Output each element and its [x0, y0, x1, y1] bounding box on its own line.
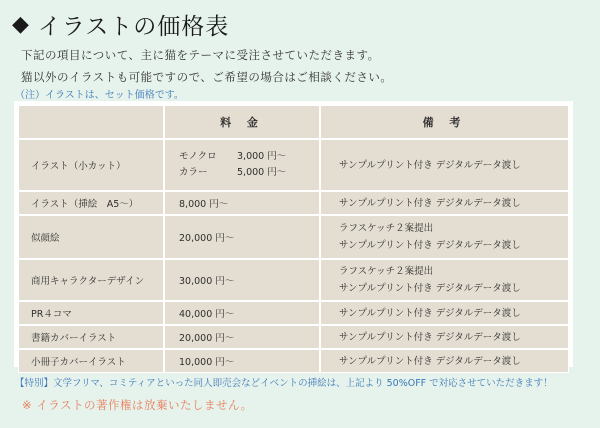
page-title-text: イラストの価格表: [37, 14, 230, 40]
table-row: [18, 191, 569, 215]
price-value: 8,000 円〜: [179, 199, 229, 210]
note-line: ラフスケッチ２案提出: [339, 266, 434, 277]
note-cell: [320, 139, 569, 191]
intro-text: [21, 44, 392, 88]
header-item: [18, 105, 164, 139]
table-row: [18, 325, 569, 349]
header-note: 備 考: [320, 105, 569, 139]
note-cell: [320, 215, 569, 259]
item-cell: 小冊子カバーイラスト: [18, 349, 164, 373]
price-value: 3,000 円〜: [237, 151, 287, 162]
table-header-row: [18, 105, 569, 139]
item-cell: 書籍カバーイラスト: [18, 325, 164, 349]
note-cell: [320, 259, 569, 301]
note-cell: [320, 301, 569, 325]
note-line: サンプルプリント付き デジタルデータ渡し: [339, 197, 521, 209]
price-value: 5,000 円〜: [237, 167, 287, 178]
price-line: [179, 165, 309, 181]
intro-line-1: 下記の項目について、主に猫をテーマに受注させていただきます。: [21, 48, 380, 62]
price-value: 40,000 円〜: [179, 309, 235, 320]
table-row: [18, 349, 569, 373]
table-row: [18, 215, 569, 259]
price-table-frame: [14, 101, 573, 367]
item-cell: 商用キャラクターデザイン: [18, 259, 164, 301]
note-cell: [320, 191, 569, 215]
note-line: サンプルプリント付き デジタルデータ渡し: [339, 159, 521, 171]
note-cell: [320, 349, 569, 373]
intro-line-2: 猫以外のイラストも可能ですので、ご希望の場合はご相談ください。: [21, 70, 393, 84]
special-offer-note: 【特別】文学フリマ、コミティアといった同人即売会などイベントの挿絵は、上記より 50%OFF で対応させていただきます！: [15, 378, 553, 389]
price-value: 30,000 円〜: [179, 276, 235, 287]
note-line: サンプルプリント付き デジタルデータ渡し: [339, 355, 521, 367]
table-row: [18, 301, 569, 325]
price-label: カラー: [179, 167, 208, 178]
table-row: [18, 259, 569, 301]
price-cell: [164, 301, 320, 325]
header-price: 料 金: [164, 105, 320, 139]
copyright-note: ※ イラストの著作権は放棄いたしません。: [22, 398, 253, 412]
price-label: モノクロ: [179, 151, 217, 162]
set-price-note: （注）イラストは、セット価格です。: [15, 90, 184, 101]
item-cell: イラスト（小カット）: [18, 139, 164, 191]
item-cell: イラスト（挿絵 A5〜）: [18, 191, 164, 215]
note-line: ラフスケッチ２案提出: [339, 223, 434, 234]
item-cell: 似顔絵: [18, 215, 164, 259]
table-row: [18, 139, 569, 191]
diamond-icon: ◆: [12, 12, 30, 37]
note-cell: [320, 325, 569, 349]
note-line: サンプルプリント付き デジタルデータ渡し: [339, 307, 521, 319]
price-value: 20,000 円〜: [179, 233, 235, 244]
price-line: [179, 149, 309, 165]
note-line: サンプルプリント付き デジタルデータ渡し: [339, 331, 521, 343]
price-cell: [164, 139, 320, 191]
price-cell: [164, 215, 320, 259]
price-value: 10,000 円〜: [179, 357, 235, 368]
price-cell: [164, 325, 320, 349]
price-table: [18, 105, 569, 373]
item-cell: PR４コマ: [18, 301, 164, 325]
price-cell: [164, 191, 320, 215]
price-cell: [164, 349, 320, 373]
price-cell: [164, 259, 320, 301]
page-title: [12, 8, 229, 41]
price-value: 20,000 円〜: [179, 333, 235, 344]
note-line: サンプルプリント付き デジタルデータ渡し: [339, 240, 521, 251]
note-line: サンプルプリント付き デジタルデータ渡し: [339, 283, 521, 294]
